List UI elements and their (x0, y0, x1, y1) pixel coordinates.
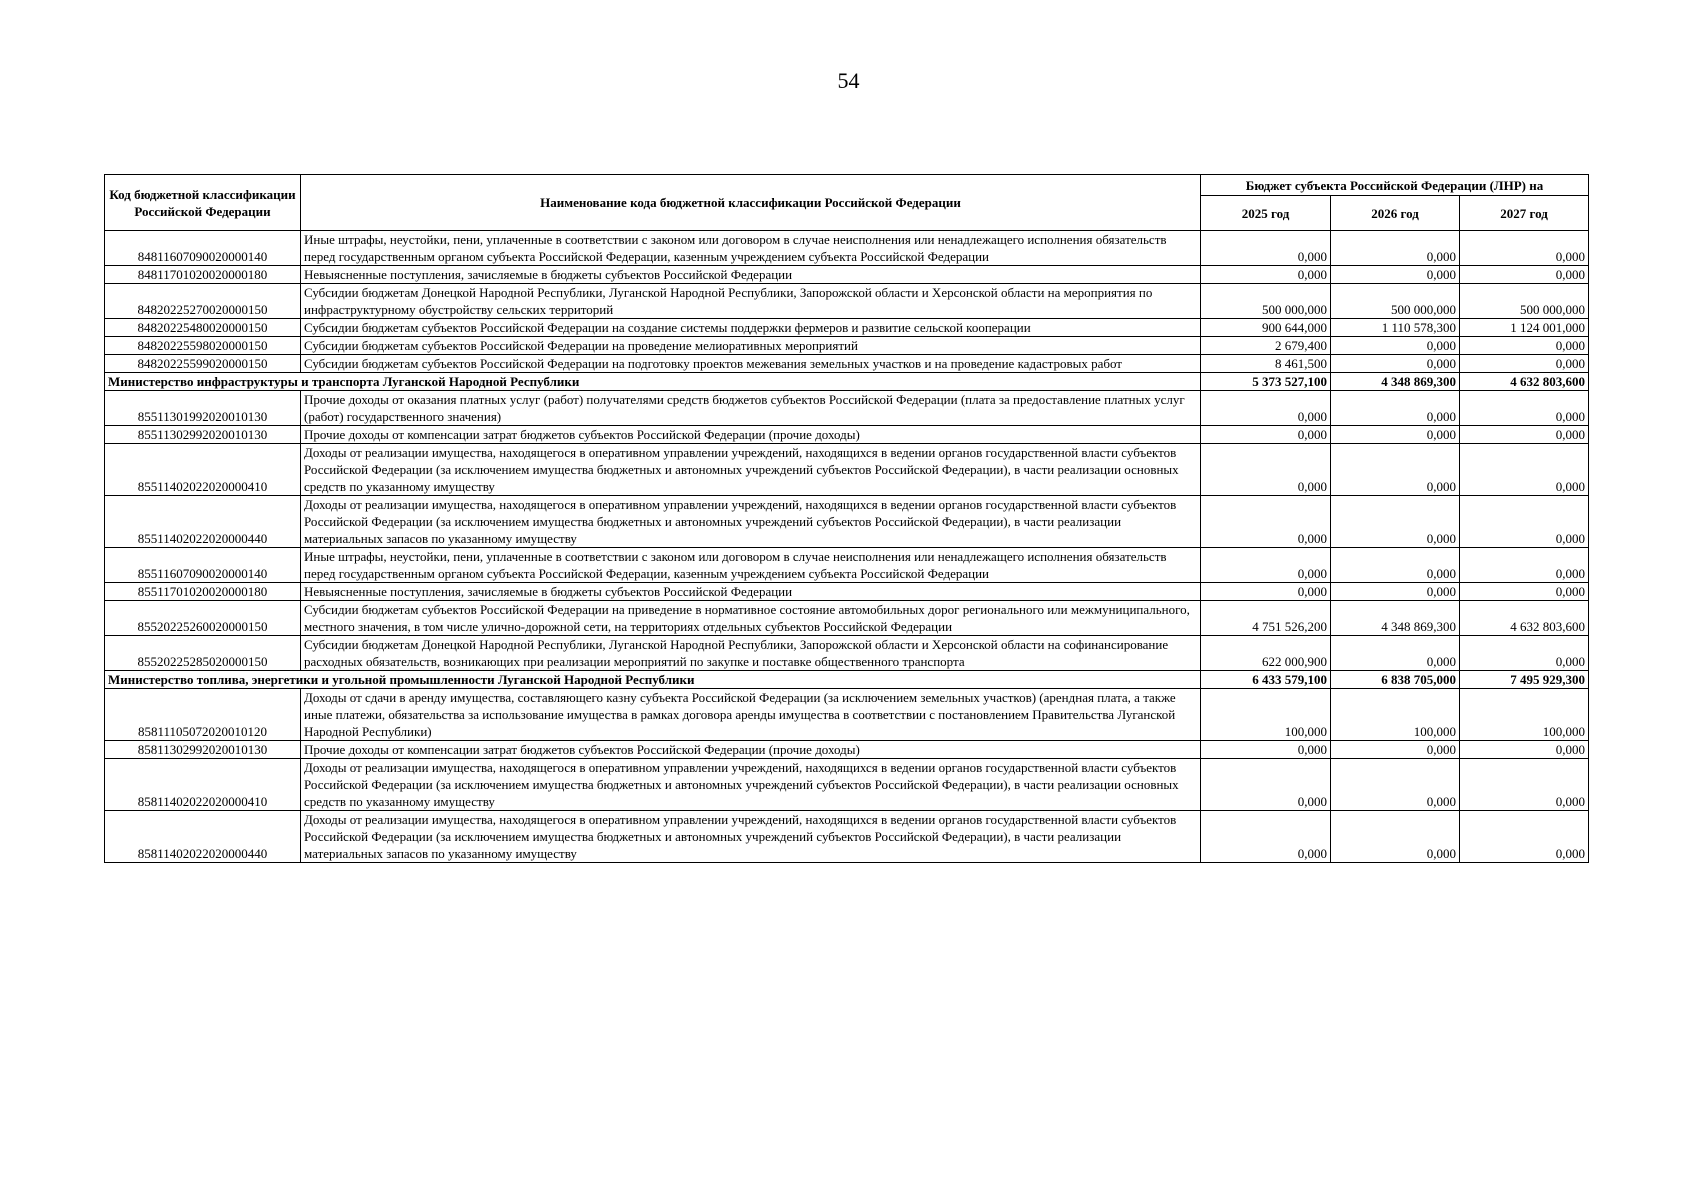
row-name: Невыясненные поступления, зачисляемые в бюджеты субъектов Российской Федерации (301, 583, 1201, 601)
row-value-2025: 4 751 526,200 (1201, 601, 1331, 636)
row-name: Доходы от реализации имущества, находящегося в оперативном управлении учреждений, находящихся в ведении органов государственной власти субъектов Российской Федерации (за исключением имущества бюджетных и автономных учреждений субъектов Российской Федерации), в части реализации материальных запасов по указанному имуществу (301, 811, 1201, 863)
table-row (105, 426, 1589, 444)
row-name: Субсидии бюджетам субъектов Российской Федерации на проведение мелиоративных мероприятий (301, 337, 1201, 355)
header-budget: Бюджет субъекта Российской Федерации (ЛНР) на (1201, 175, 1589, 196)
row-value-2025: 0,000 (1201, 444, 1331, 496)
row-name: Иные штрафы, неустойки, пени, уплаченные в соответствии с законом или договором в случае неисполнения или ненадлежащего исполнения обязательств перед государственным органом субъекта Российской Федерации, казенным учреждением субъекта Российской Федерации (301, 548, 1201, 583)
row-value-2025: 0,000 (1201, 391, 1331, 426)
table-row (105, 496, 1589, 548)
ministry-total-2025: 5 373 527,100 (1201, 373, 1331, 391)
row-value-2025: 0,000 (1201, 231, 1331, 266)
row-code: 84820225480020000150 (105, 319, 301, 337)
row-value-2025: 100,000 (1201, 689, 1331, 741)
row-value-2025: 0,000 (1201, 426, 1331, 444)
row-code: 84811607090020000140 (105, 231, 301, 266)
row-code: 85811402022020000440 (105, 811, 301, 863)
row-value-2025: 900 644,000 (1201, 319, 1331, 337)
row-value-2027: 0,000 (1460, 583, 1589, 601)
row-value-2026: 0,000 (1331, 583, 1460, 601)
table-row (105, 284, 1589, 319)
row-code: 85511302992020010130 (105, 426, 301, 444)
row-name: Доходы от реализации имущества, находящегося в оперативном управлении учреждений, находящихся в ведении органов государственной власти субъектов Российской Федерации (за исключением имущества бюджетных и автономных учреждений субъектов Российской Федерации), в части реализации материальных запасов по указанному имуществу (301, 496, 1201, 548)
row-value-2026: 0,000 (1331, 231, 1460, 266)
row-value-2025: 0,000 (1201, 496, 1331, 548)
row-value-2027: 0,000 (1460, 426, 1589, 444)
row-name: Доходы от реализации имущества, находящегося в оперативном управлении учреждений, находящихся в ведении органов государственной власти субъектов Российской Федерации (за исключением имущества бюджетных и автономных учреждений субъектов Российской Федерации), в части реализации основных средств по указанному имуществу (301, 759, 1201, 811)
row-value-2027: 100,000 (1460, 689, 1589, 741)
table-row (105, 319, 1589, 337)
row-value-2026: 0,000 (1331, 266, 1460, 284)
row-code: 84820225598020000150 (105, 337, 301, 355)
row-value-2027: 0,000 (1460, 548, 1589, 583)
row-value-2026: 0,000 (1331, 636, 1460, 671)
row-value-2026: 1 110 578,300 (1331, 319, 1460, 337)
row-value-2026: 0,000 (1331, 759, 1460, 811)
row-name: Невыясненные поступления, зачисляемые в бюджеты субъектов Российской Федерации (301, 266, 1201, 284)
row-value-2027: 500 000,000 (1460, 284, 1589, 319)
row-value-2027: 0,000 (1460, 337, 1589, 355)
row-name: Доходы от сдачи в аренду имущества, составляющего казну субъекта Российской Федерации (за исключением земельных участков) (арендная плата, а также иные платежи, обязательства за использование имущества в рамках договора аренды имущества в соответствии с постановлением Правительства Луганской Народной Республики) (301, 689, 1201, 741)
row-value-2027: 0,000 (1460, 355, 1589, 373)
row-name: Доходы от реализации имущества, находящегося в оперативном управлении учреждений, находящихся в ведении органов государственной власти субъектов Российской Федерации (за исключением имущества бюджетных и автономных учреждений субъектов Российской Федерации), в части реализации основных средств по указанному имуществу (301, 444, 1201, 496)
row-code: 84820225270020000150 (105, 284, 301, 319)
table-row (105, 337, 1589, 355)
row-value-2025: 8 461,500 (1201, 355, 1331, 373)
row-code: 85511301992020010130 (105, 391, 301, 426)
table-row (105, 689, 1589, 741)
table-row (105, 391, 1589, 426)
budget-table (104, 174, 1589, 863)
row-value-2026: 0,000 (1331, 337, 1460, 355)
row-code: 85811105072020010120 (105, 689, 301, 741)
row-code: 85520225260020000150 (105, 601, 301, 636)
row-name: Прочие доходы от компенсации затрат бюджетов субъектов Российской Федерации (прочие доходы) (301, 426, 1201, 444)
row-value-2027: 0,000 (1460, 444, 1589, 496)
table-row (105, 231, 1589, 266)
row-value-2025: 2 679,400 (1201, 337, 1331, 355)
ministry-row (105, 373, 1589, 391)
row-value-2027: 0,000 (1460, 741, 1589, 759)
table-row (105, 811, 1589, 863)
row-code: 85511402022020000440 (105, 496, 301, 548)
row-name: Субсидии бюджетам субъектов Российской Федерации на подготовку проектов межевания земельных участков и на проведение кадастровых работ (301, 355, 1201, 373)
header-code: Код бюджетной классификации Российской Федерации (105, 175, 301, 231)
header-name: Наименование кода бюджетной классификации Российской Федерации (301, 175, 1201, 231)
row-value-2025: 0,000 (1201, 741, 1331, 759)
table-row (105, 548, 1589, 583)
table-row (105, 759, 1589, 811)
row-value-2026: 0,000 (1331, 496, 1460, 548)
ministry-total-2025: 6 433 579,100 (1201, 671, 1331, 689)
row-value-2027: 0,000 (1460, 759, 1589, 811)
row-value-2025: 0,000 (1201, 548, 1331, 583)
row-name: Субсидии бюджетам субъектов Российской Федерации на создание системы поддержки фермеров и развитие сельской кооперации (301, 319, 1201, 337)
table-row (105, 636, 1589, 671)
row-value-2026: 0,000 (1331, 391, 1460, 426)
row-value-2027: 0,000 (1460, 636, 1589, 671)
row-value-2025: 0,000 (1201, 811, 1331, 863)
row-value-2026: 0,000 (1331, 741, 1460, 759)
row-value-2027: 0,000 (1460, 811, 1589, 863)
table-row (105, 601, 1589, 636)
row-value-2026: 0,000 (1331, 444, 1460, 496)
row-name: Иные штрафы, неустойки, пени, уплаченные в соответствии с законом или договором в случае неисполнения или ненадлежащего исполнения обязательств перед государственным органом субъекта Российской Федерации, казенным учреждением субъекта Российской Федерации (301, 231, 1201, 266)
row-name: Субсидии бюджетам Донецкой Народной Республики, Луганской Народной Республики, Запорожской области и Херсонской области на мероприятия по инфраструктурному обустройству сельских территорий (301, 284, 1201, 319)
row-code: 85520225285020000150 (105, 636, 301, 671)
ministry-name: Министерство инфраструктуры и транспорта Луганской Народной Республики (105, 373, 1201, 391)
row-value-2026: 100,000 (1331, 689, 1460, 741)
row-name: Субсидии бюджетам Донецкой Народной Республики, Луганской Народной Республики, Запорожской области и Херсонской области на софинансирование расходных обязательств, возникающих при реализации мероприятий по закупке и поставке общественного транспорта (301, 636, 1201, 671)
page-number: 54 (837, 68, 860, 93)
row-name: Прочие доходы от компенсации затрат бюджетов субъектов Российской Федерации (прочие доходы) (301, 741, 1201, 759)
row-value-2026: 0,000 (1331, 548, 1460, 583)
header-year-2025: 2025 год (1201, 196, 1331, 231)
row-value-2026: 0,000 (1331, 811, 1460, 863)
table-row (105, 583, 1589, 601)
row-value-2026: 0,000 (1331, 355, 1460, 373)
row-value-2025: 0,000 (1201, 266, 1331, 284)
row-value-2027: 0,000 (1460, 391, 1589, 426)
row-value-2026: 4 348 869,300 (1331, 601, 1460, 636)
header-year-2026: 2026 год (1331, 196, 1460, 231)
row-value-2027: 1 124 001,000 (1460, 319, 1589, 337)
row-value-2025: 622 000,900 (1201, 636, 1331, 671)
header-year-2027: 2027 год (1460, 196, 1589, 231)
row-name: Прочие доходы от оказания платных услуг (работ) получателями средств бюджетов субъектов Российской Федерации (плата за предоставление платных услуг (работ) государственного значения) (301, 391, 1201, 426)
row-value-2027: 0,000 (1460, 266, 1589, 284)
row-value-2026: 0,000 (1331, 426, 1460, 444)
table-row (105, 444, 1589, 496)
row-value-2027: 0,000 (1460, 496, 1589, 548)
table-body (105, 231, 1589, 863)
table-row (105, 741, 1589, 759)
row-value-2025: 0,000 (1201, 583, 1331, 601)
table-header-row (105, 175, 1589, 196)
row-value-2027: 4 632 803,600 (1460, 601, 1589, 636)
row-name: Субсидии бюджетам субъектов Российской Федерации на приведение в нормативное состояние автомобильных дорог регионального или межмуниципального, местного значения, в том числе улично-дорожной сети, на территориях отдельных субъектов Российской Федерации (301, 601, 1201, 636)
row-code: 85511607090020000140 (105, 548, 301, 583)
ministry-total-2026: 4 348 869,300 (1331, 373, 1460, 391)
row-code: 84820225599020000150 (105, 355, 301, 373)
row-code: 85811302992020010130 (105, 741, 301, 759)
ministry-total-2026: 6 838 705,000 (1331, 671, 1460, 689)
row-value-2025: 500 000,000 (1201, 284, 1331, 319)
row-value-2027: 0,000 (1460, 231, 1589, 266)
ministry-total-2027: 4 632 803,600 (1460, 373, 1589, 391)
ministry-row (105, 671, 1589, 689)
ministry-total-2027: 7 495 929,300 (1460, 671, 1589, 689)
row-code: 85811402022020000410 (105, 759, 301, 811)
ministry-name: Министерство топлива, энергетики и угольной промышленности Луганской Народной Республики (105, 671, 1201, 689)
table-row (105, 355, 1589, 373)
table-row (105, 266, 1589, 284)
row-value-2026: 500 000,000 (1331, 284, 1460, 319)
row-code: 85511701020020000180 (105, 583, 301, 601)
row-code: 84811701020020000180 (105, 266, 301, 284)
row-code: 85511402022020000410 (105, 444, 301, 496)
row-value-2025: 0,000 (1201, 759, 1331, 811)
